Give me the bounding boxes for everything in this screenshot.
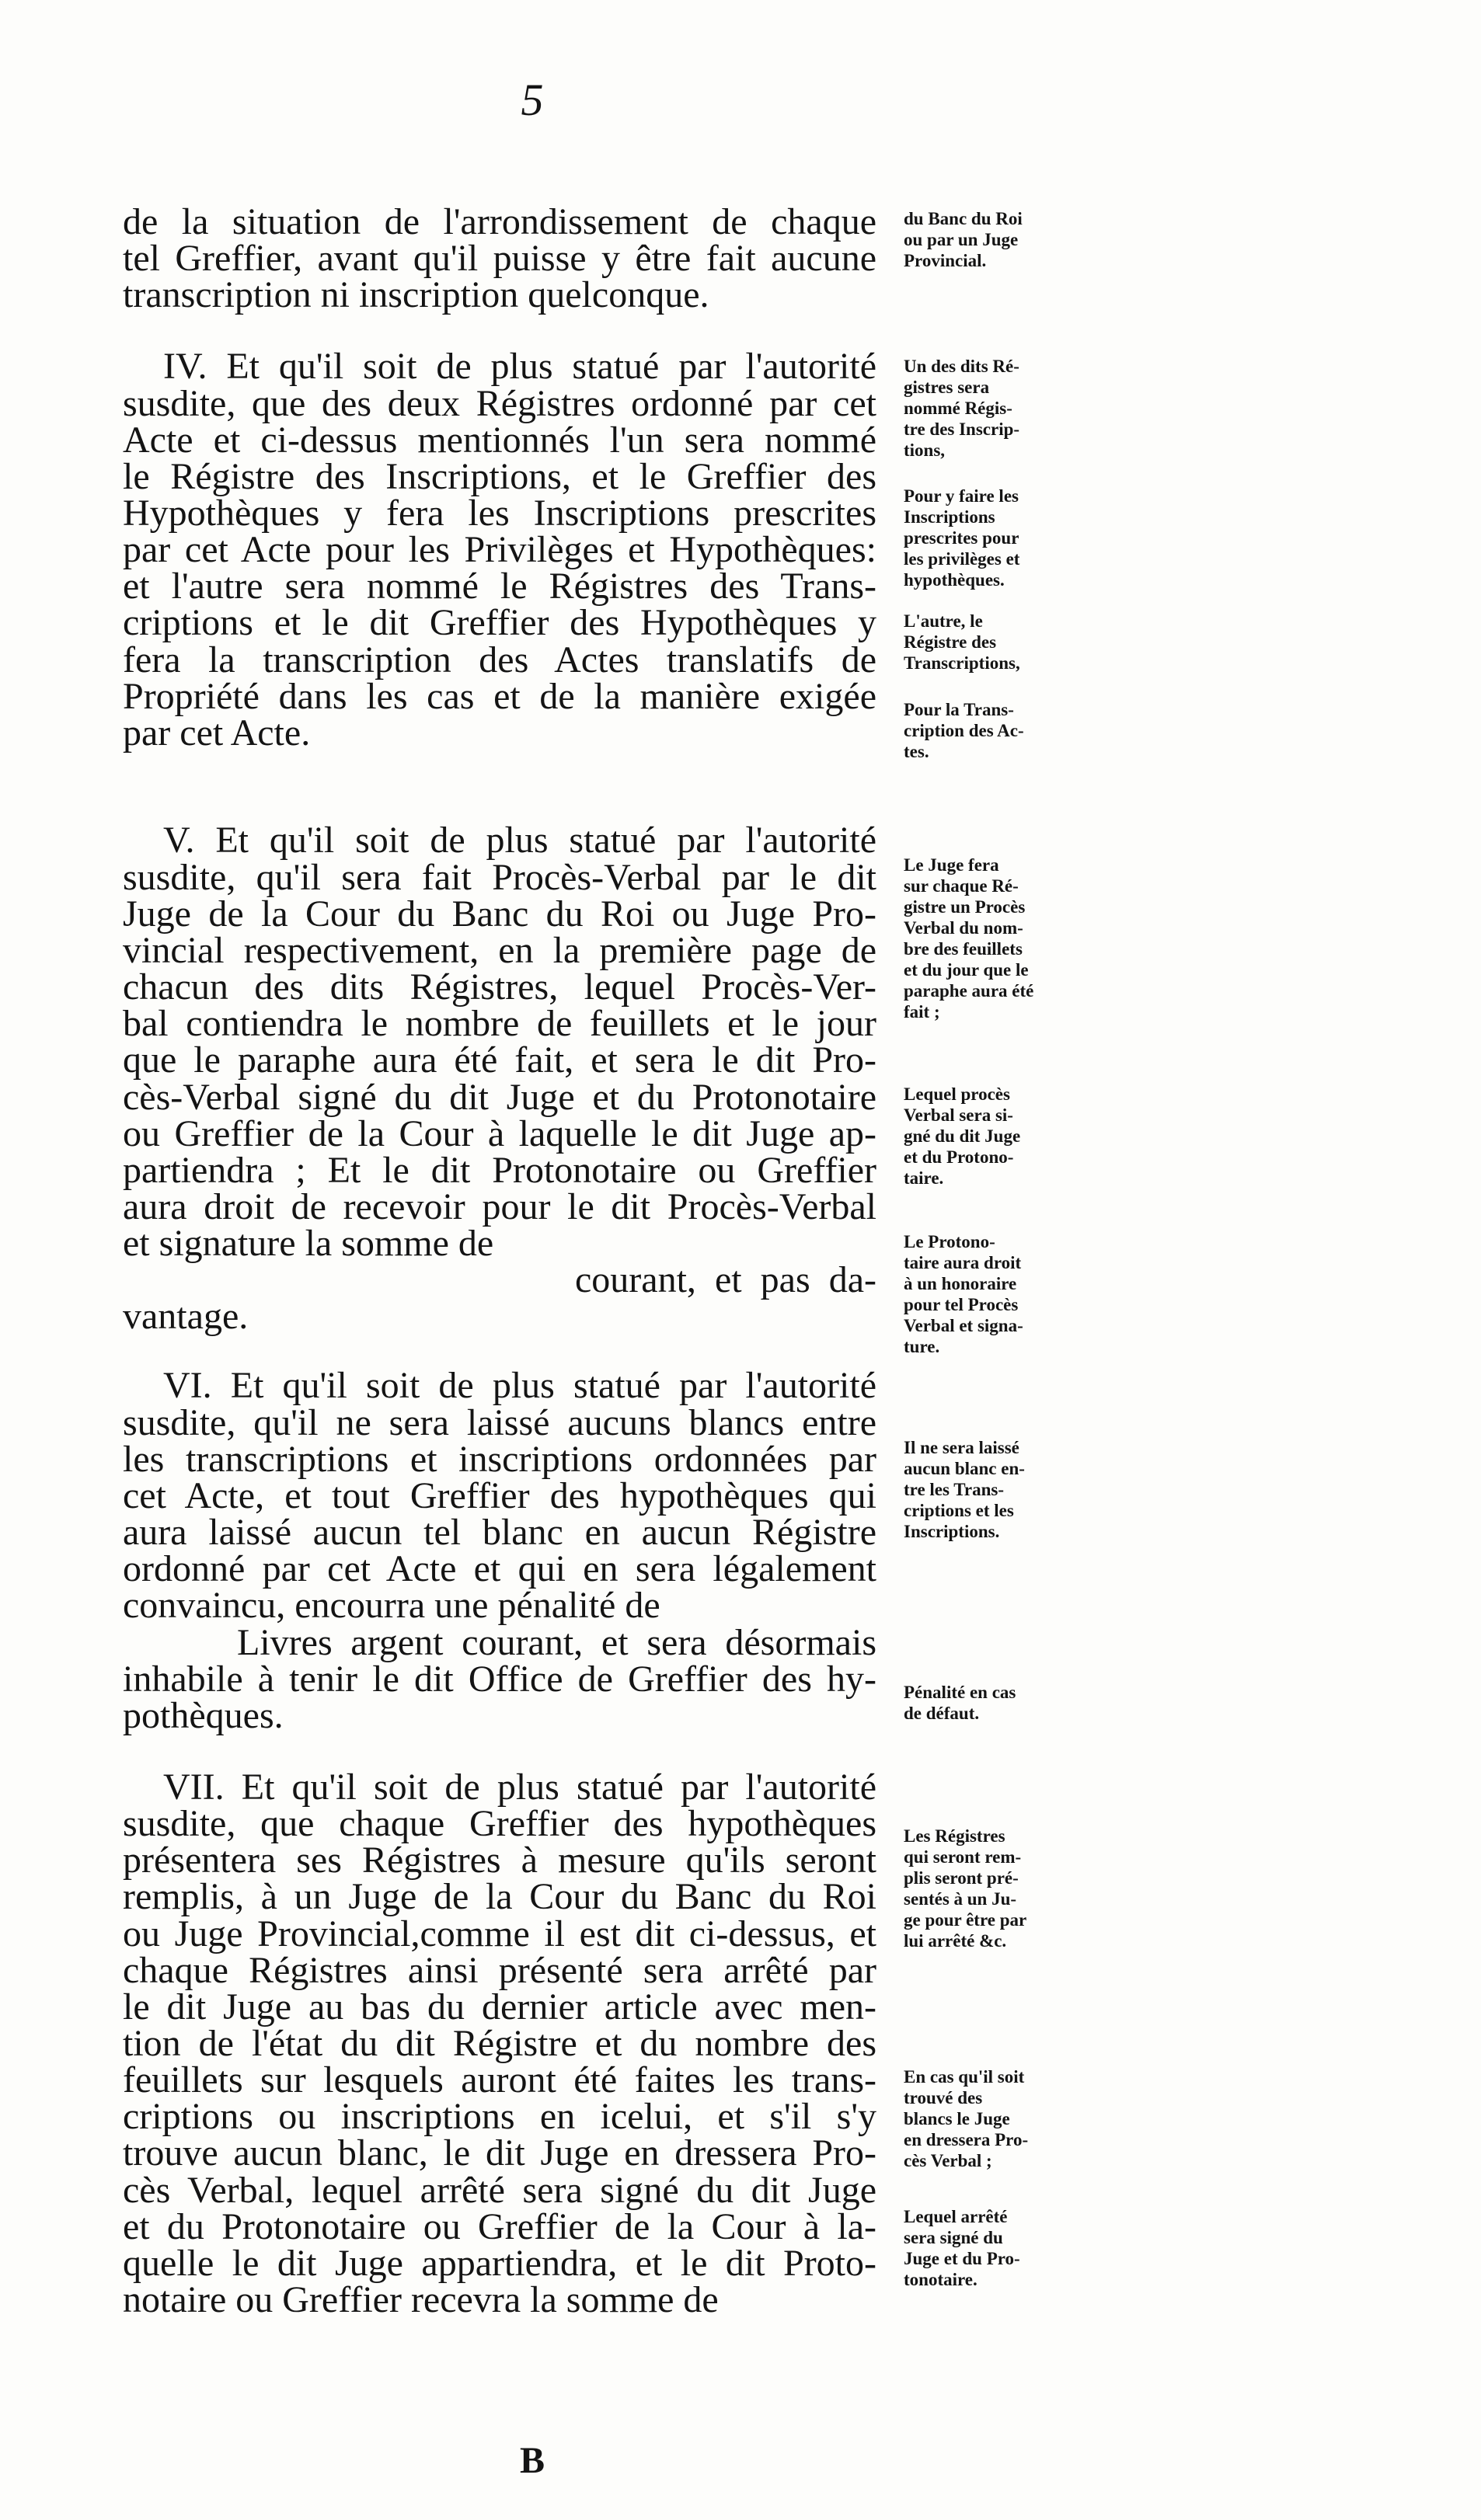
text-line: par cet Acte.: [123, 712, 311, 754]
text-line: Propriété dans les cas et de la manière exigée: [123, 676, 876, 717]
margin-note: [904, 611, 1071, 674]
text-line: inhabile à tenir le dit Office de Greffier des hy-: [123, 1659, 876, 1700]
text-line: cès-Verbal signé du dit Juge et du Protonotaire: [123, 1077, 876, 1118]
text-line: chaque Régistres ainsi présenté sera arrêté par: [123, 1950, 876, 1991]
margin-note-line: fait ;: [904, 1002, 940, 1022]
margin-note-line: Transcriptions,: [904, 653, 1020, 673]
text-line: susdite, que chaque Greffier des hypothèques: [123, 1803, 876, 1844]
margin-note-line: sentés à un Ju-: [904, 1889, 1017, 1909]
margin-note-line: nommé Régis-: [904, 399, 1012, 418]
margin-note-line: tre des Inscrip-: [904, 419, 1020, 439]
margin-note-line: L'autre, le: [904, 611, 983, 631]
margin-note-line: Pénalité en cas: [904, 1683, 1016, 1702]
margin-note-line: ture.: [904, 1337, 940, 1356]
text-line: par cet Acte pour les Privilèges et Hypothèques:: [123, 529, 876, 570]
margin-note-line: aucun blanc en-: [904, 1459, 1025, 1478]
margin-note-line: à un honoraire: [904, 1274, 1017, 1293]
margin-note: [904, 1826, 1071, 1951]
text-line: de la situation de l'arrondissement de chaque: [123, 201, 876, 242]
margin-note-line: Le Juge fera: [904, 855, 999, 875]
margin-note-line: qui seront rem-: [904, 1847, 1022, 1867]
text-line: et signature la somme de: [123, 1223, 494, 1264]
text-line: ou Juge Provincial,comme il est dit ci-dessus, et: [123, 1913, 876, 1954]
text-line: vantage.: [123, 1296, 249, 1337]
text-line: partiendra ; Et le dit Protonotaire ou Greffier: [123, 1150, 876, 1191]
margin-note-line: ge pour être par: [904, 1910, 1027, 1930]
text-line: susdite, qu'il sera fait Procès-Verbal par le dit: [123, 857, 876, 898]
margin-note-line: de défaut.: [904, 1704, 980, 1723]
signature-mark: B: [519, 2440, 545, 2481]
text-line: criptions et le dit Greffier des Hypothèques y: [123, 602, 876, 643]
text-line: tion de l'état du dit Régistre et du nombre des: [123, 2023, 876, 2064]
text-line: cès Verbal, lequel arrêté sera signé du dit Juge: [123, 2170, 876, 2211]
text-line: et du Protonotaire ou Greffier de la Cour à la-: [123, 2206, 876, 2247]
text-line: Juge de la Cour du Banc du Roi ou Juge Pro-: [123, 893, 876, 935]
margin-note-line: bre des feuillets: [904, 939, 1023, 959]
margin-note-line: Il ne sera laissé: [904, 1438, 1019, 1457]
text-line: Acte et ci-dessus mentionnés l'un sera nommé: [123, 419, 876, 461]
margin-note-line: En cas qu'il soit: [904, 2067, 1025, 2087]
text-line: fera la transcription des Actes translatifs de: [123, 639, 876, 680]
margin-note-line: Inscriptions: [904, 507, 995, 527]
margin-note-line: et du jour que le: [904, 960, 1029, 980]
text-line: convaincu, encourra une pénalité de: [123, 1585, 660, 1626]
text-line: ou Greffier de la Cour à laquelle le dit Juge ap-: [123, 1113, 876, 1154]
margin-note-line: tes.: [904, 742, 929, 761]
text-line: notaire ou Greffier recevra la somme de: [123, 2279, 719, 2320]
margin-note-line: plis seront pré-: [904, 1868, 1019, 1888]
margin-note: [904, 699, 1071, 762]
margin-note-line: prescrites pour: [904, 528, 1019, 548]
margin-note-line: gistres sera: [904, 378, 990, 397]
margin-note: [904, 855, 1071, 1022]
margin-note-line: trouvé des: [904, 2088, 983, 2108]
margin-note: [904, 2066, 1071, 2171]
text-line: Hypothèques y fera les Inscriptions prescrites: [123, 493, 876, 534]
margin-note-line: taire aura droit: [904, 1253, 1022, 1272]
margin-note-line: tonotaire.: [904, 2270, 977, 2289]
margin-note-line: hypothèques.: [904, 570, 1005, 590]
margin-note-line: Lequel procès: [904, 1084, 1010, 1104]
margin-note-line: lui arrêté &c.: [904, 1931, 1007, 1951]
text-line: les transcriptions et inscriptions ordonnées par: [123, 1439, 876, 1480]
margin-note-line: pour tel Procès: [904, 1295, 1019, 1314]
text-line: IV. Et qu'il soit de plus statué par l'autorité: [163, 346, 876, 387]
margin-note: [904, 1084, 1071, 1189]
margin-note-line: Régistre des: [904, 632, 997, 652]
text-line: susdite, qu'il ne sera laissé aucuns blancs entre: [123, 1402, 876, 1443]
text-line: transcription ni inscription quelconque.: [123, 274, 709, 315]
margin-note-line: Un des dits Ré-: [904, 357, 1019, 376]
text-line: cet Acte, et tout Greffier des hypothèques qui: [123, 1475, 876, 1516]
text-line: V. Et qu'il soit de plus statué par l'autorité: [163, 820, 876, 861]
margin-note-line: ou par un Juge: [904, 230, 1019, 249]
margin-note-line: paraphe aura été: [904, 981, 1034, 1001]
text-line: pothèques.: [123, 1695, 284, 1736]
margin-note: [904, 356, 1071, 461]
text-line: susdite, que des deux Régistres ordonné par cet: [123, 383, 876, 424]
margin-note-line: Verbal du nom-: [904, 918, 1023, 938]
text-line: tel Greffier, avant qu'il puisse y être fait aucune: [123, 238, 876, 279]
margin-note-line: Juge et du Pro-: [904, 2249, 1020, 2268]
margin-note-line: du Banc du Roi: [904, 209, 1023, 228]
margin-note-line: Provincial.: [904, 251, 987, 270]
margin-note-line: tre les Trans-: [904, 1480, 1005, 1499]
margin-note-line: sera signé du: [904, 2228, 1003, 2247]
margin-note: [904, 1682, 1071, 1724]
margin-note: [904, 1231, 1071, 1357]
text-line: présentera ses Régistres à mesure qu'ils seront: [123, 1840, 876, 1881]
margin-note-line: en dressera Pro-: [904, 2130, 1029, 2149]
text-line: aura laissé aucun tel blanc en aucun Régistre: [123, 1512, 876, 1553]
text-line: VII. Et qu'il soit de plus statué par l'autorité: [163, 1766, 876, 1808]
margin-note-line: Pour la Trans-: [904, 700, 1014, 719]
text-line: Livres argent courant, et sera désormais: [237, 1622, 876, 1663]
margin-note-line: Verbal sera si-: [904, 1105, 1013, 1125]
margin-note-line: Inscriptions.: [904, 1522, 1000, 1541]
text-line: aura droit de recevoir pour le dit Procès-Verbal: [123, 1186, 876, 1227]
text-line: et l'autre sera nommé le Régistres des Trans-: [123, 566, 876, 607]
margin-note-line: gistre un Procès: [904, 897, 1026, 917]
text-line: quelle le dit Juge appartiendra, et le dit Proto-: [123, 2243, 876, 2284]
margin-note-line: et du Protono-: [904, 1147, 1014, 1167]
margin-note-line: cès Verbal ;: [904, 2151, 992, 2170]
margin-note-line: tions,: [904, 440, 946, 460]
margin-note: [904, 486, 1071, 590]
margin-note-line: gné du dit Juge: [904, 1126, 1021, 1146]
text-line: ordonné par cet Acte et qui en sera légalement: [123, 1548, 876, 1589]
text-line: le dit Juge au bas du dernier article avec men-: [123, 1986, 876, 2027]
margin-note-line: Lequel arrêté: [904, 2207, 1008, 2226]
margin-note-line: cription des Ac-: [904, 721, 1024, 740]
text-line: remplis, à un Juge de la Cour du Banc du Roi: [123, 1876, 876, 1917]
margin-note-line: taire.: [904, 1168, 944, 1188]
text-line: bal contiendra le nombre de feuillets et le jour: [123, 1003, 876, 1044]
margin-note: [904, 208, 1071, 271]
text-line: criptions ou inscriptions en icelui, et s'il s'y: [123, 2096, 876, 2137]
page-number: 5: [521, 75, 544, 125]
text-line: le Régistre des Inscriptions, et le Greffier des: [123, 456, 876, 497]
margin-note-line: blancs le Juge: [904, 2109, 1010, 2128]
text-line: VI. Et qu'il soit de plus statué par l'autorité: [163, 1365, 876, 1406]
margin-note-line: les privilèges et: [904, 549, 1020, 569]
margin-note-line: Pour y faire les: [904, 486, 1019, 506]
text-line: chacun des dits Régistres, lequel Procès-Ver-: [123, 966, 876, 1008]
margin-note-line: criptions et les: [904, 1501, 1014, 1520]
margin-note-line: Verbal et signa-: [904, 1316, 1023, 1335]
text-line: courant, et pas da-: [575, 1259, 876, 1300]
text-line: que le paraphe aura été fait, et sera le dit Pro-: [123, 1039, 876, 1081]
margin-note-line: Le Protono-: [904, 1232, 995, 1251]
text-line: trouve aucun blanc, le dit Juge en dressera Pro-: [123, 2132, 876, 2174]
margin-note: [904, 2206, 1071, 2290]
margin-note: [904, 1437, 1071, 1542]
margin-note-line: Les Régistres: [904, 1826, 1005, 1846]
text-line: vincial respectivement, en la première page de: [123, 930, 876, 971]
margin-note-line: sur chaque Ré-: [904, 876, 1019, 896]
text-line: feuillets sur lesquels auront été faites les trans-: [123, 2059, 876, 2101]
